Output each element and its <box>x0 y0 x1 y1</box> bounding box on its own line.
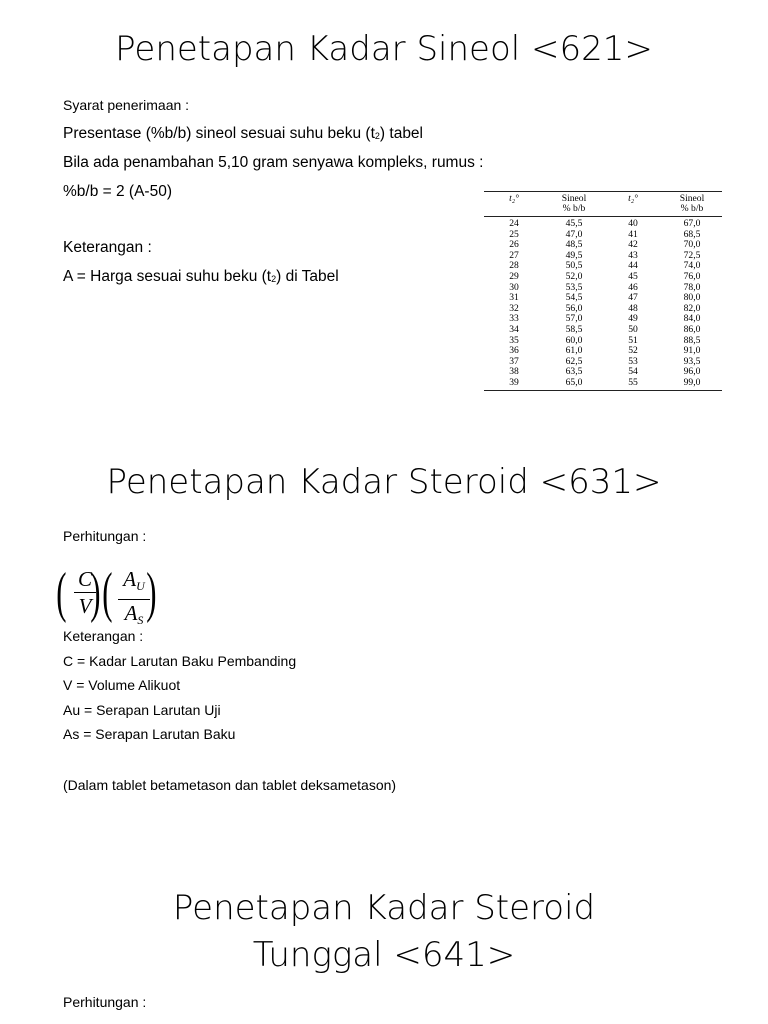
table-cell: 50 <box>628 323 638 335</box>
table-cell: 55 <box>628 376 638 388</box>
table-cell: 34 <box>509 323 519 335</box>
sineol-table <box>484 191 722 391</box>
table-cell: 74,0 <box>683 260 701 272</box>
syarat-label: Syarat penerimaan : <box>63 97 190 113</box>
table-cell: 78,0 <box>683 281 701 293</box>
note-tablet: (Dalam tablet betametason dan tablet deksametason) <box>63 777 397 793</box>
right-paren-1: ) <box>90 562 101 624</box>
presentase-text: Presentase (%b/b) sineol sesuai suhu beku $(t_2)$ tabel <box>63 125 424 142</box>
table-body <box>484 217 722 390</box>
table-cell: 29 <box>509 270 519 282</box>
table-row <box>484 325 722 336</box>
table-cell: 49,5 <box>565 249 583 261</box>
table-cell: 30 <box>509 281 519 293</box>
table-cell: 45 <box>628 270 638 282</box>
table-cell: 52 <box>628 345 638 357</box>
table-cell: 46 <box>628 281 638 293</box>
table-cell: 60,0 <box>565 334 583 346</box>
fraction-au-as: $A_U$ $A_S$ <box>116 566 152 633</box>
table-cell: 49 <box>628 313 638 325</box>
table-cell: 26 <box>509 239 519 251</box>
keterangan-label-2: Keterangan : <box>63 628 144 644</box>
table-cell: 27 <box>509 249 519 261</box>
table-cell: 31 <box>509 292 519 304</box>
table-cell: 91,0 <box>683 345 701 357</box>
keterangan-label-1: Keterangan : <box>63 239 152 256</box>
table-header <box>484 192 722 217</box>
table-cell: 68,5 <box>683 228 701 240</box>
table-cell: 82,0 <box>683 302 701 314</box>
table-cell: 32 <box>509 302 519 314</box>
table-cell: 41 <box>628 228 638 240</box>
table-cell: 58,5 <box>565 323 583 335</box>
table-cell: 44 <box>628 260 638 272</box>
def-c: C = Kadar Larutan Baku Pembanding <box>63 653 297 669</box>
table-cell: 53 <box>628 355 638 367</box>
table-cell: 47,0 <box>565 228 583 240</box>
table-row <box>484 272 722 283</box>
def-as: As = Serapan Larutan Baku <box>63 726 236 742</box>
header-sineol-1: Sineol % b/b <box>561 193 587 214</box>
table-row <box>484 219 722 230</box>
def-au: Au = Serapan Larutan Uji <box>63 702 221 718</box>
section-title-steroid-tunggal-1: Penetapan Kadar Steroid <box>172 888 596 928</box>
section-title-steroid-tunggal-2: Tunggal <641> <box>252 935 516 975</box>
table-cell: 33 <box>509 313 519 325</box>
table-cell: 28 <box>509 260 519 272</box>
table-cell: 80,0 <box>683 292 701 304</box>
header-sineol-2: Sineol % b/b <box>679 193 705 214</box>
table-cell: 48,5 <box>565 239 583 251</box>
table-cell: 54 <box>628 366 638 378</box>
table-cell: 99,0 <box>683 376 701 388</box>
fraction-c-v: C V <box>72 566 98 619</box>
perhitungan-label-2: Perhitungan : <box>63 994 147 1010</box>
left-paren-2: ( <box>102 562 113 624</box>
table-cell: 86,0 <box>683 323 701 335</box>
table-cell: 67,0 <box>683 218 701 229</box>
table-cell: 37 <box>509 355 519 367</box>
table-cell: 96,0 <box>683 366 701 378</box>
table-cell: 84,0 <box>683 313 701 325</box>
table-row <box>484 378 722 389</box>
table-cell: 43 <box>628 249 638 261</box>
table-cell: 72,5 <box>683 249 701 261</box>
table-cell: 76,0 <box>683 270 701 282</box>
table-cell: 25 <box>509 228 519 240</box>
harga-text: A = Harga sesuai suhu beku $(t_2)$ di Tabel <box>63 268 339 285</box>
header-t2-1: t₂° <box>509 193 519 204</box>
table-cell: 54,5 <box>565 292 583 304</box>
table-cell: 53,5 <box>565 281 583 293</box>
table-cell: 56,0 <box>565 302 583 314</box>
table-cell: 62,5 <box>565 355 583 367</box>
table-cell: 39 <box>509 376 519 388</box>
table-cell: 70,0 <box>683 239 701 251</box>
table-cell: 51 <box>628 334 638 346</box>
header-t2-2: t₂° <box>628 193 638 204</box>
table-cell: 93,5 <box>683 355 701 367</box>
table-cell: 42 <box>628 239 638 251</box>
rumus-text: %b/b = 2 (A-50) <box>63 183 172 200</box>
table-cell: 40 <box>628 218 638 229</box>
perhitungan-label-1: Perhitungan : <box>63 528 147 544</box>
left-paren-1: ( <box>56 562 67 624</box>
table-cell: 57,0 <box>565 313 583 325</box>
table-cell: 52,0 <box>565 270 583 282</box>
section-title-steroid: Penetapan Kadar Steroid <631> <box>106 462 662 502</box>
table-cell: 65,0 <box>565 376 583 388</box>
table-cell: 88,5 <box>683 334 701 346</box>
table-cell: 38 <box>509 366 519 378</box>
table-cell: 47 <box>628 292 638 304</box>
table-cell: 36 <box>509 345 519 357</box>
table-cell: 45,5 <box>565 218 583 229</box>
table-cell: 61,0 <box>565 345 583 357</box>
penambahan-text: Bila ada penambahan 5,10 gram senyawa kompleks, rumus : <box>63 154 484 171</box>
table-cell: 50,5 <box>565 260 583 272</box>
table-cell: 24 <box>509 218 519 229</box>
table-cell: 48 <box>628 302 638 314</box>
right-paren-2: ) <box>146 562 157 624</box>
table-cell: 35 <box>509 334 519 346</box>
section-title-sineol: Penetapan Kadar Sineol <621> <box>115 29 653 69</box>
def-v: V = Volume Alikuot <box>63 677 181 693</box>
table-cell: 63,5 <box>565 366 583 378</box>
steroid-formula <box>56 562 170 627</box>
